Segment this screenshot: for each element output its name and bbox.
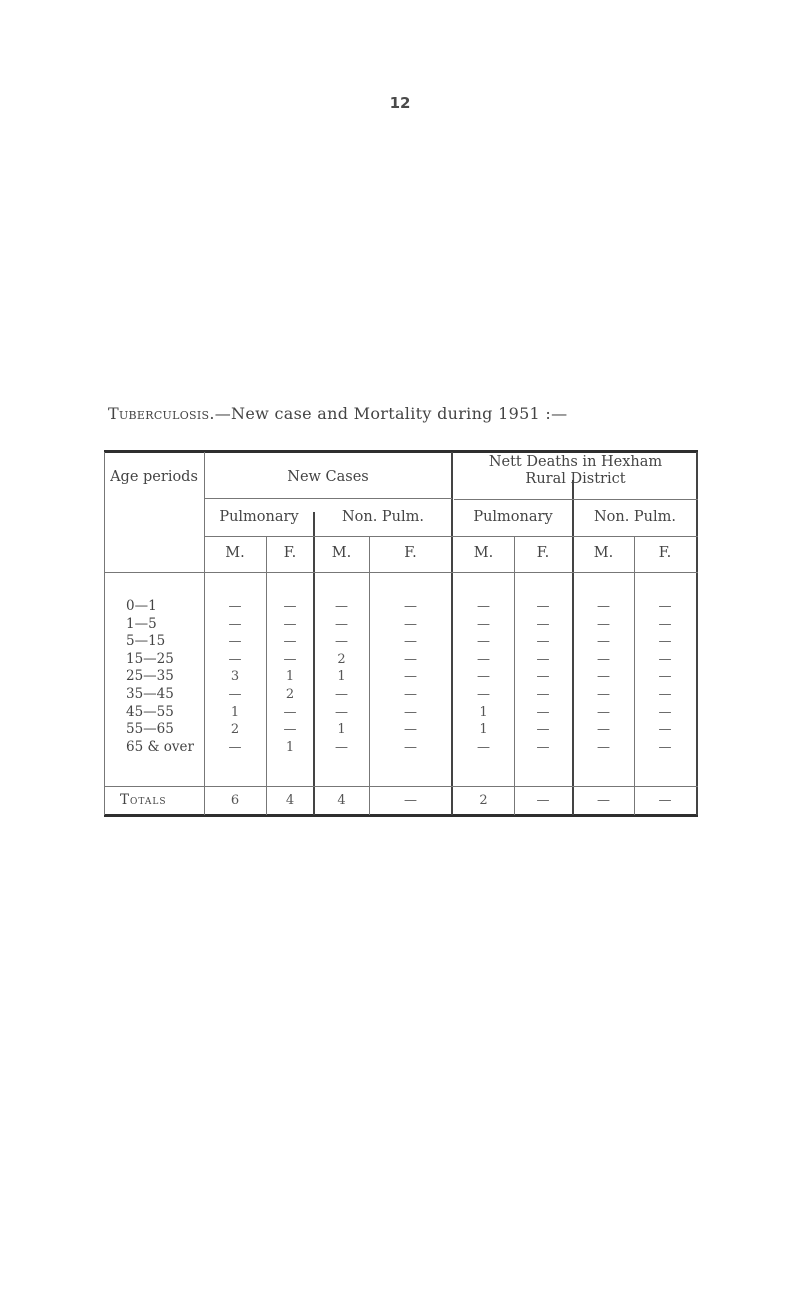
table-cell: — — [477, 634, 490, 650]
table-cell: — — [658, 687, 672, 702]
table-row — [104, 668, 698, 685]
table-cell: 1 — [230, 704, 240, 720]
table-cell: — — [597, 687, 610, 702]
age-period-label: 1—5 — [126, 615, 157, 632]
totals-cell: — — [658, 793, 672, 808]
table-cell: — — [658, 669, 672, 685]
table-cell: — — [228, 739, 242, 755]
table-row — [104, 686, 698, 703]
deaths-header-rule — [454, 499, 698, 500]
header-male: M. — [593, 545, 614, 561]
totals-rule — [104, 786, 698, 787]
table-cell: 1 — [285, 669, 295, 685]
age-period-label: 55—65 — [126, 721, 174, 738]
table-cell: — — [335, 739, 348, 755]
header-nett-deaths-line2: Rural District — [525, 471, 626, 487]
table-cell: — — [597, 616, 610, 632]
table-cell: — — [597, 599, 610, 614]
table-top-rule — [104, 450, 698, 453]
header-nett-deaths-line1: Nett Deaths in Hexham — [488, 454, 663, 470]
table-cell: — — [658, 634, 672, 650]
title-rest: .—New case and Mortality during 1951 :— — [209, 404, 568, 423]
table-cell: 2 — [230, 722, 240, 738]
table-cell: — — [658, 722, 672, 738]
table-cell: — — [283, 599, 297, 614]
table-row — [104, 721, 698, 738]
table-cell: — — [228, 599, 242, 614]
title-main: Tuberculosis — [108, 404, 210, 423]
totals-cell: 4 — [337, 793, 346, 808]
table-cell: — — [404, 687, 417, 702]
age-period-label: 65 & over — [126, 738, 194, 755]
table-cell: — — [658, 651, 672, 667]
table-cell: — — [404, 599, 417, 614]
table-cell: — — [536, 704, 550, 720]
table-cell: — — [536, 616, 550, 632]
header-male: M. — [473, 545, 494, 561]
page-number: 12 — [389, 94, 411, 112]
table-row — [104, 598, 698, 615]
table-row — [104, 739, 698, 756]
table-cell: — — [536, 599, 550, 614]
totals-cell: 4 — [285, 793, 295, 808]
table-cell: — — [335, 704, 348, 720]
age-period-label: 0—1 — [126, 598, 157, 614]
table-cell: — — [335, 634, 348, 650]
totals-cell: — — [597, 793, 610, 808]
table-cell: — — [335, 687, 348, 702]
table-cell: 1 — [479, 722, 488, 738]
table-cell: — — [658, 739, 672, 755]
table-cell: — — [404, 651, 417, 667]
table-bottom-rule — [104, 814, 698, 817]
table-cell: — — [228, 687, 242, 702]
header-new-pulmonary: Pulmonary — [219, 509, 299, 525]
new-cases-header-rule — [204, 498, 452, 499]
table-cell: — — [335, 599, 348, 614]
table-cell: — — [536, 722, 550, 738]
table-cell: — — [477, 669, 490, 685]
table-cell: 2 — [285, 687, 295, 702]
table-cell: — — [228, 634, 242, 650]
table-cell: — — [228, 616, 242, 632]
age-period-label: 45—55 — [126, 703, 174, 720]
totals-cell: — — [404, 793, 417, 808]
table-cell: — — [404, 616, 417, 632]
table-cell: — — [658, 704, 672, 720]
table-cell: — — [404, 669, 417, 685]
header-new-cases: New Cases — [287, 469, 369, 485]
table-cell: — — [404, 739, 417, 755]
page-title — [108, 404, 567, 423]
totals-cell: 2 — [479, 793, 488, 808]
table-cell: — — [536, 634, 550, 650]
totals-row — [104, 792, 698, 809]
table-cell: 1 — [285, 739, 295, 755]
table-cell: — — [404, 704, 417, 720]
header-new-non-pulm: Non. Pulm. — [341, 509, 425, 525]
age-period-label: 35—45 — [126, 686, 174, 702]
table-row — [104, 633, 698, 650]
table-cell: — — [283, 634, 297, 650]
header-male: M. — [331, 545, 352, 561]
header-female: F. — [536, 545, 550, 561]
table-cell: 2 — [337, 651, 346, 667]
table-cell: — — [283, 616, 297, 632]
header-age-periods: Age periods — [110, 469, 198, 485]
table-row — [104, 616, 698, 633]
totals-label: Totals — [120, 792, 167, 808]
pulmonary-header-rule — [204, 536, 698, 537]
table-cell: — — [658, 616, 672, 632]
table-cell: — — [597, 704, 610, 720]
table-cell: 1 — [337, 722, 346, 738]
table-cell: — — [477, 687, 490, 702]
header-male: M. — [225, 545, 245, 561]
tuberculosis-table — [104, 450, 698, 816]
table-cell: 3 — [230, 669, 240, 685]
table-row — [104, 704, 698, 721]
table-row — [104, 651, 698, 668]
table-cell: — — [283, 704, 297, 720]
table-cell: — — [597, 739, 610, 755]
table-cell: — — [597, 722, 610, 738]
table-cell: — — [536, 651, 550, 667]
table-cell: — — [477, 599, 490, 614]
header-female: F. — [658, 545, 672, 561]
table-cell: — — [283, 651, 297, 667]
table-cell: 1 — [479, 704, 488, 720]
table-cell: — — [335, 616, 348, 632]
totals-cell: — — [536, 793, 550, 808]
header-female: F. — [283, 545, 297, 561]
table-cell: — — [283, 722, 297, 738]
table-cell: — — [477, 739, 490, 755]
table-cell: — — [404, 634, 417, 650]
table-cell: — — [536, 739, 550, 755]
table-cell: — — [597, 651, 610, 667]
table-cell: — — [597, 669, 610, 685]
header-female: F. — [404, 545, 417, 561]
table-cell: — — [536, 687, 550, 702]
table-cell: — — [536, 669, 550, 685]
table-cell: — — [658, 599, 672, 614]
table-cell: 1 — [337, 669, 346, 685]
totals-cell: 6 — [230, 793, 240, 808]
age-period-label: 5—15 — [126, 633, 166, 650]
age-period-label: 15—25 — [126, 650, 174, 667]
table-cell: — — [477, 616, 490, 632]
age-period-label: 25—35 — [126, 668, 174, 685]
table-cell: — — [597, 634, 610, 650]
header-deaths-pulmonary: Pulmonary — [473, 509, 553, 525]
mf-header-rule — [104, 572, 698, 573]
header-deaths-non-pulm: Non. Pulm. — [593, 509, 677, 525]
table-cell: — — [228, 651, 242, 667]
table-cell: — — [477, 651, 490, 667]
table-cell: — — [404, 722, 417, 738]
